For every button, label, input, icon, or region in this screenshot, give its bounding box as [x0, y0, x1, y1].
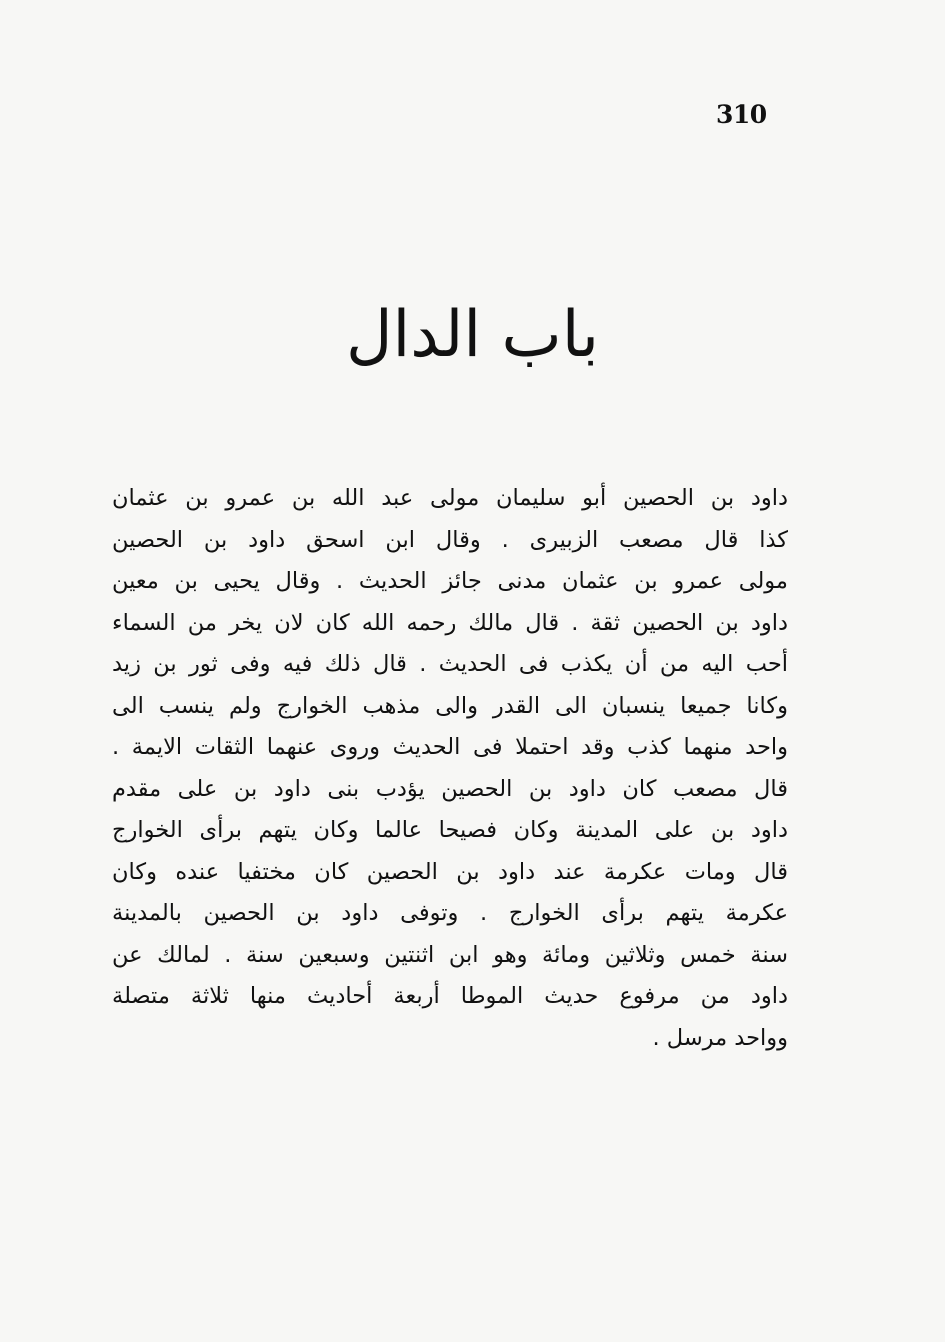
text-line-2: كذا قال مصعب الزبيرى . وقال ابن اسحق داود بن الحصين: [112, 526, 788, 553]
text-line-5: أحب اليه من أن يكذب فى الحديث . قال ذلك فيه وفى ثور بن زيد: [112, 651, 788, 677]
body-text: [112, 478, 788, 1059]
text-line-7: واحد منهما كذب وقد احتملا فى الحديث وروى عنهما الثقات الايمة .: [112, 734, 788, 760]
text-line-14: وواحد مرسل .: [652, 1024, 788, 1051]
text-line-3: مولى عمرو بن عثمان مدنى جائز الحديث . وقال يحيى بن معين: [112, 568, 788, 594]
text-line-9: داود بن على المدينة وكان فصيحا عالما وكان يتهم برأى الخوارج: [112, 817, 788, 843]
text-line-1: داود بن الحصين أبو سليمان مولى عبد الله بن عمرو بن عثمان: [112, 485, 788, 511]
page-number: 310: [716, 100, 767, 129]
text-line-8: قال مصعب كان داود بن الحصين يؤدب بنى داود بن على مقدم: [112, 775, 788, 802]
text-line-12: سنة خمس وثلاثين ومائة وهو ابن اثنتين وسبعين سنة . لمالك عن: [112, 941, 788, 968]
text-line-6: وكانا جميعا ينسبان الى القدر والى مذهب الخوارج ولم ينسب الى: [112, 692, 788, 719]
text-line-10: قال ومات عكرمة عند داود بن الحصين كان مختفيا عنده وكان: [112, 858, 788, 885]
chapter-title: باب الدال: [345, 298, 600, 372]
text-line-4: داود بن الحصين ثقة . قال مالك رحمه الله كان لان يخر من السماء: [112, 609, 788, 636]
text-line-13: داود من مرفوع حديث الموطا أربعة أحاديث منها ثلاثة متصلة: [112, 983, 788, 1009]
text-line-11: عكرمة يتهم برأى الخوارج . وتوفى داود بن الحصين بالمدينة: [112, 900, 788, 926]
